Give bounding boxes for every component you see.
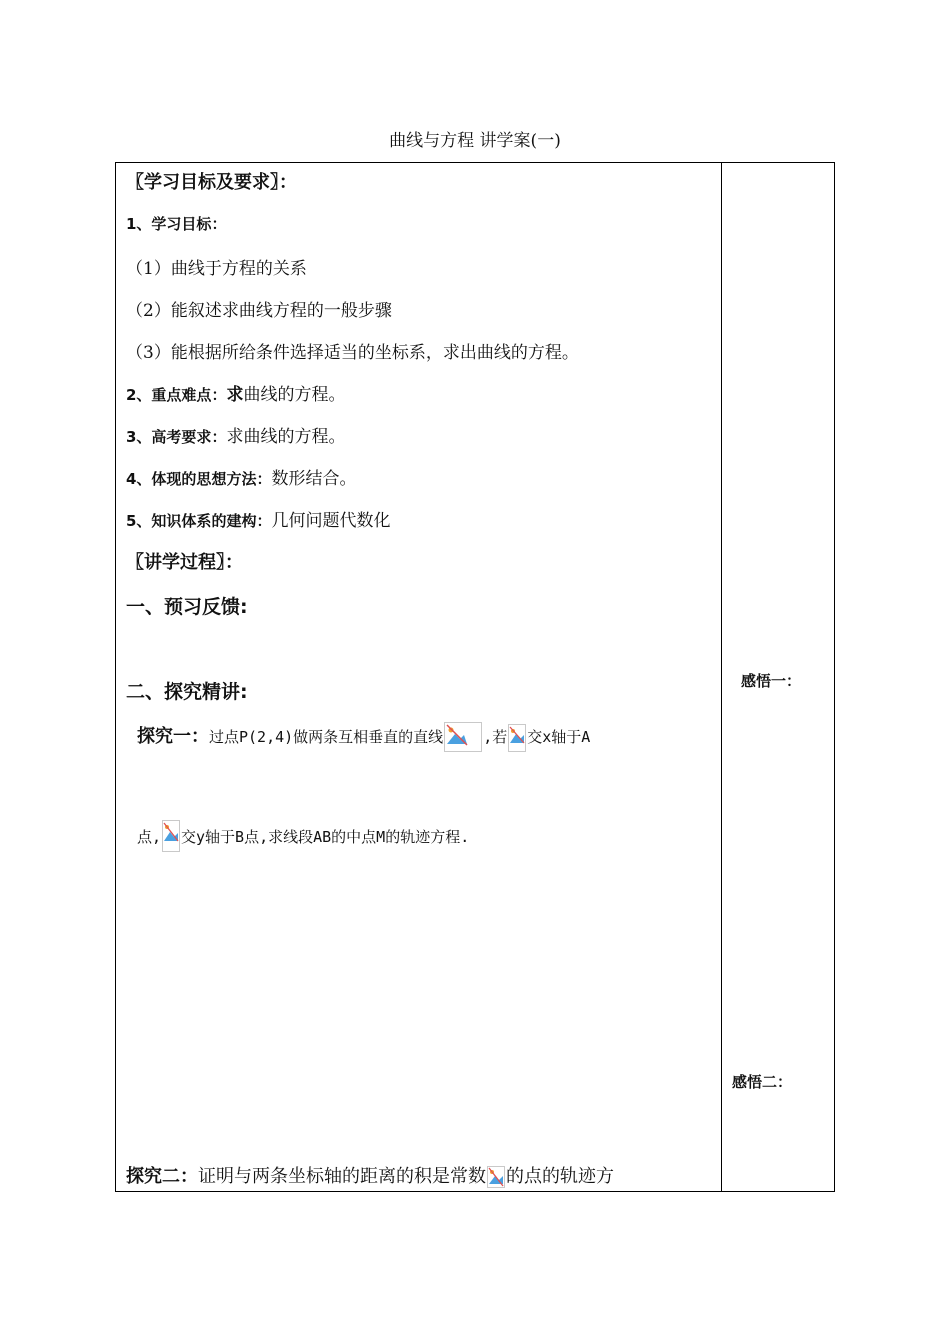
broken-image-icon xyxy=(444,722,482,752)
question-2-line xyxy=(126,1162,614,1188)
method-label: 4、体现的思想方法： xyxy=(126,470,272,488)
exam-label: 3、高考要求： xyxy=(126,428,227,446)
reflection-2-label: 感悟二： xyxy=(732,1073,793,1091)
goal-item: （2）能叙述求曲线方程的一般步骤 xyxy=(126,301,392,321)
question-1-line-1 xyxy=(137,722,590,752)
question-1-text-2: ,若 xyxy=(483,728,508,746)
explore-heading: 二、探究精讲: xyxy=(126,681,248,703)
goal-item: （3）能根据所给条件选择适当的坐标系，求出曲线的方程。 xyxy=(126,343,579,363)
reflection-1-label: 感悟一： xyxy=(741,672,802,690)
question-1-text-5: 交y轴于B点,求线段AB的中点M的轨迹方程. xyxy=(181,828,470,846)
method-text: 数形结合。 xyxy=(271,469,357,489)
question-2-text: 证明与两条坐标轴的距离的积是常数 xyxy=(198,1166,486,1187)
key-text: 曲线的方程。 xyxy=(243,385,346,405)
system-label: 5、知识体系的建构： xyxy=(126,512,272,530)
key-points-line xyxy=(126,380,345,405)
goal-item: （1）曲线于方程的关系 xyxy=(126,259,307,279)
preview-heading: 一、预习反馈: xyxy=(126,596,248,618)
goal-label: 1、学习目标： xyxy=(126,215,227,233)
broken-image-icon xyxy=(487,1166,505,1188)
question-1-text: 过点P(2,4)做两条互相垂直的直线 xyxy=(209,728,444,746)
question-2-text-2: 的点的轨迹方 xyxy=(506,1166,614,1187)
question-2-label: 探究二： xyxy=(126,1166,198,1187)
exam-line xyxy=(126,422,345,447)
key-label: 2、重点难点： xyxy=(126,386,227,404)
question-1-text-4: 点, xyxy=(137,828,162,846)
page-title: 曲线与方程 讲学案(一) xyxy=(389,131,561,151)
question-1-label: 探究一： xyxy=(137,726,209,747)
broken-image-icon xyxy=(508,724,526,752)
system-text: 几何问题代数化 xyxy=(271,511,391,531)
objectives-heading: 〖学习目标及要求〗： xyxy=(126,172,297,193)
process-heading: 〖讲学过程〗： xyxy=(126,552,243,573)
broken-image-icon xyxy=(162,820,180,852)
key-bold: 求 xyxy=(226,385,244,405)
method-line xyxy=(126,464,356,489)
question-1-text-3: 交x轴于A xyxy=(527,728,591,746)
question-1-line-2 xyxy=(137,820,469,852)
exam-text: 求曲线的方程。 xyxy=(226,427,346,447)
column-divider xyxy=(721,162,722,1192)
system-line xyxy=(126,506,390,531)
